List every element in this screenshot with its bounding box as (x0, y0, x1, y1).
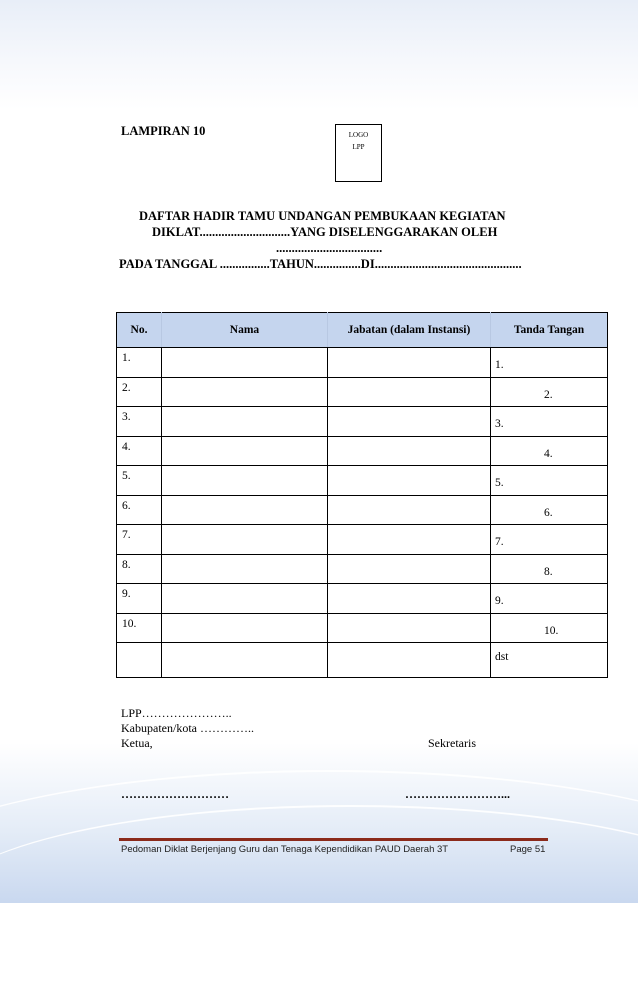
row-number: 8. (117, 554, 162, 584)
position-cell (328, 377, 491, 407)
signature-cell: 6. (491, 495, 608, 525)
signature-cell: dst (491, 643, 608, 678)
row-number: 4. (117, 436, 162, 466)
position-cell (328, 554, 491, 584)
position-cell (328, 348, 491, 378)
signature-cell: 1. (491, 348, 608, 378)
ketua-signature-line: ……………………… (121, 787, 229, 801)
lpp-line: LPP………………….. (121, 706, 232, 720)
table-header-row (117, 313, 608, 348)
position-cell (328, 613, 491, 643)
signature-cell: 7. (491, 525, 608, 555)
signature-block (121, 706, 551, 751)
row-number: 6. (117, 495, 162, 525)
row-number: 3. (117, 407, 162, 437)
name-cell (162, 525, 328, 555)
page-number: Page 51 (510, 844, 546, 855)
table-row (117, 613, 608, 643)
name-cell (162, 643, 328, 678)
table-row (117, 643, 608, 678)
row-number: 7. (117, 525, 162, 555)
logo-text: LPP (352, 143, 365, 151)
title-line: DIKLAT.............................YANG DISELENGGARAKAN OLEH (152, 225, 498, 239)
header-no: No. (117, 313, 162, 348)
signature-cell: 9. (491, 584, 608, 614)
table-row (117, 348, 608, 378)
name-cell (162, 554, 328, 584)
name-cell (162, 584, 328, 614)
table-row (117, 466, 608, 496)
name-cell (162, 348, 328, 378)
logo-placeholder (335, 124, 382, 182)
position-cell (328, 525, 491, 555)
header-tanda-tangan: Tanda Tangan (491, 313, 608, 348)
name-cell (162, 495, 328, 525)
title-line: PADA TANGGAL ................TAHUN...............DI............................................... (119, 257, 522, 271)
position-cell (328, 495, 491, 525)
footer-divider (119, 838, 548, 841)
header-nama: Nama (162, 313, 328, 348)
table-row (117, 525, 608, 555)
header-jabatan: Jabatan (dalam Instansi) (328, 313, 491, 348)
name-cell (162, 466, 328, 496)
position-cell (328, 584, 491, 614)
position-cell (328, 466, 491, 496)
sekretaris-label: Sekretaris (428, 736, 476, 750)
row-number: 2. (117, 377, 162, 407)
table-row (117, 436, 608, 466)
table-row (117, 584, 608, 614)
signature-cell: 8. (491, 554, 608, 584)
kabupaten-line: Kabupaten/kota ………….. (121, 721, 254, 735)
logo-text: LOGO (348, 131, 369, 139)
signature-cell: 4. (491, 436, 608, 466)
signature-cell: 10. (491, 613, 608, 643)
signature-cell: 5. (491, 466, 608, 496)
row-number: 9. (117, 584, 162, 614)
ketua-label: Ketua, (121, 736, 153, 750)
name-cell (162, 613, 328, 643)
position-cell (328, 407, 491, 437)
decorative-swoosh (0, 805, 638, 1007)
name-cell (162, 407, 328, 437)
signature-cell: 2. (491, 377, 608, 407)
signature-cell: 3. (491, 407, 608, 437)
position-cell (328, 643, 491, 678)
attendance-table (116, 312, 608, 678)
row-number (117, 643, 162, 678)
attachment-label: LAMPIRAN 10 (121, 124, 206, 138)
document-title (119, 208, 549, 272)
row-number: 1. (117, 348, 162, 378)
sekretaris-signature-line: ……………………... (405, 787, 510, 801)
title-line: DAFTAR HADIR TAMU UNDANGAN PEMBUKAAN KEGIATAN (139, 209, 506, 223)
table-row (117, 377, 608, 407)
position-cell (328, 436, 491, 466)
table-row (117, 554, 608, 584)
table-row (117, 495, 608, 525)
title-line: .................................. (276, 241, 383, 255)
name-cell (162, 377, 328, 407)
row-number: 5. (117, 466, 162, 496)
table-row (117, 407, 608, 437)
footer-title: Pedoman Diklat Berjenjang Guru dan Tenaga Kependidikan PAUD Daerah 3T (121, 844, 449, 855)
name-cell (162, 436, 328, 466)
row-number: 10. (117, 613, 162, 643)
page-background-top (0, 0, 638, 110)
